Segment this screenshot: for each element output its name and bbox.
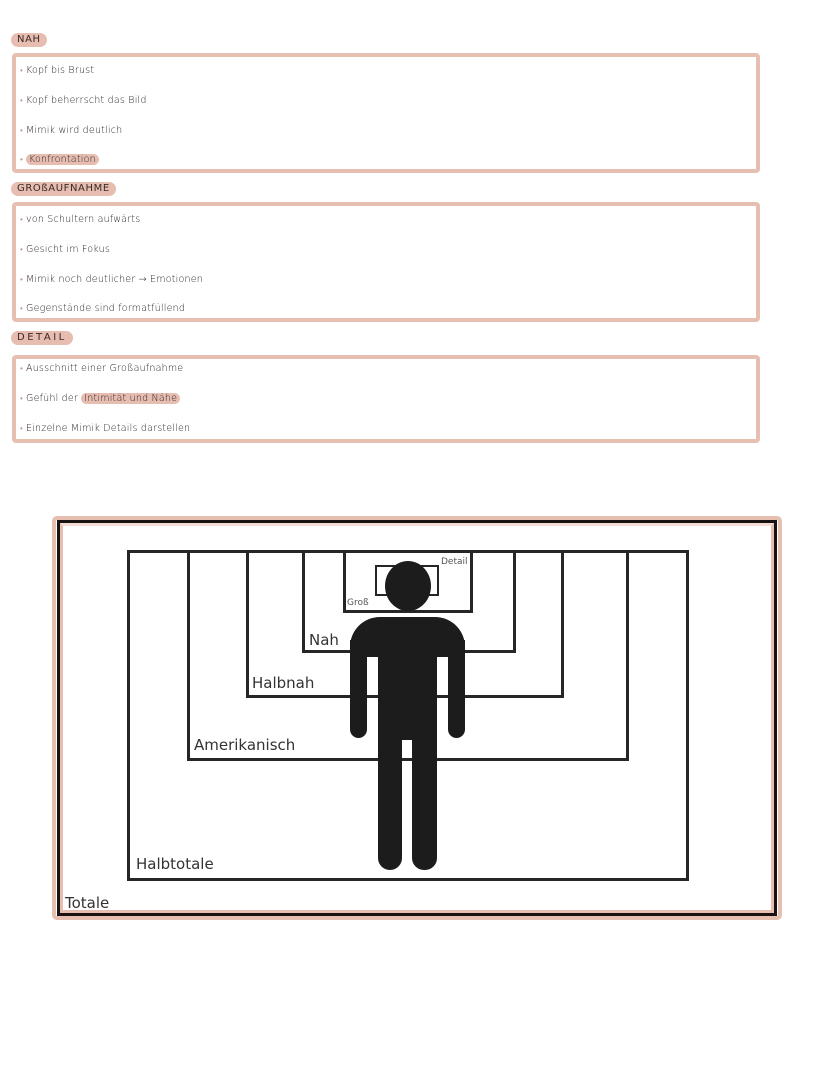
list-item: • Kopf beherrscht das Bild bbox=[20, 95, 147, 106]
section-title-nah: NAH bbox=[11, 33, 47, 47]
list-item: • von Schultern aufwärts bbox=[20, 214, 141, 225]
list-item: • Gesicht im Fokus bbox=[20, 244, 111, 255]
list-item: • Mimik noch deutlicher → Emotionen bbox=[20, 274, 203, 285]
section-title-detail: DETAIL bbox=[11, 331, 73, 345]
list-item: • Einzelne Mimik Details darstellen bbox=[20, 423, 191, 434]
person-head-icon bbox=[385, 561, 431, 611]
person-left-leg bbox=[378, 735, 402, 870]
label-nah: Nah bbox=[309, 631, 339, 649]
section-box-detail bbox=[12, 355, 760, 443]
label-halbnah: Halbnah bbox=[252, 674, 315, 692]
list-item: • Gefühl der Intimität und Nähe bbox=[20, 393, 180, 404]
person-torso bbox=[378, 640, 437, 740]
list-item: • Ausschnitt einer Großaufnahme bbox=[20, 363, 184, 374]
list-item: • Kopf bis Brust bbox=[20, 65, 95, 76]
list-item: • Gegenstände sind formatfüllend bbox=[20, 303, 186, 314]
section-box-nah bbox=[12, 53, 760, 173]
highlight: Intimität und Nähe bbox=[81, 393, 180, 404]
label-gross: Groß bbox=[347, 598, 369, 608]
person-left-arm bbox=[350, 640, 367, 738]
list-item: • Konfrontation bbox=[20, 154, 99, 165]
label-detail: Detail bbox=[441, 557, 468, 567]
label-amerikanisch: Amerikanisch bbox=[194, 736, 296, 754]
section-box-grossaufnahme bbox=[12, 202, 760, 322]
highlight: Konfrontation bbox=[26, 154, 99, 165]
person-right-arm bbox=[448, 640, 465, 738]
label-halbtotale: Halbtotale bbox=[136, 855, 214, 873]
person-right-leg bbox=[412, 735, 437, 870]
list-item: • Mimik wird deutlich bbox=[20, 125, 123, 136]
section-title-grossaufnahme: GROßAUFNAHME bbox=[11, 182, 116, 196]
label-totale: Totale bbox=[65, 894, 110, 912]
